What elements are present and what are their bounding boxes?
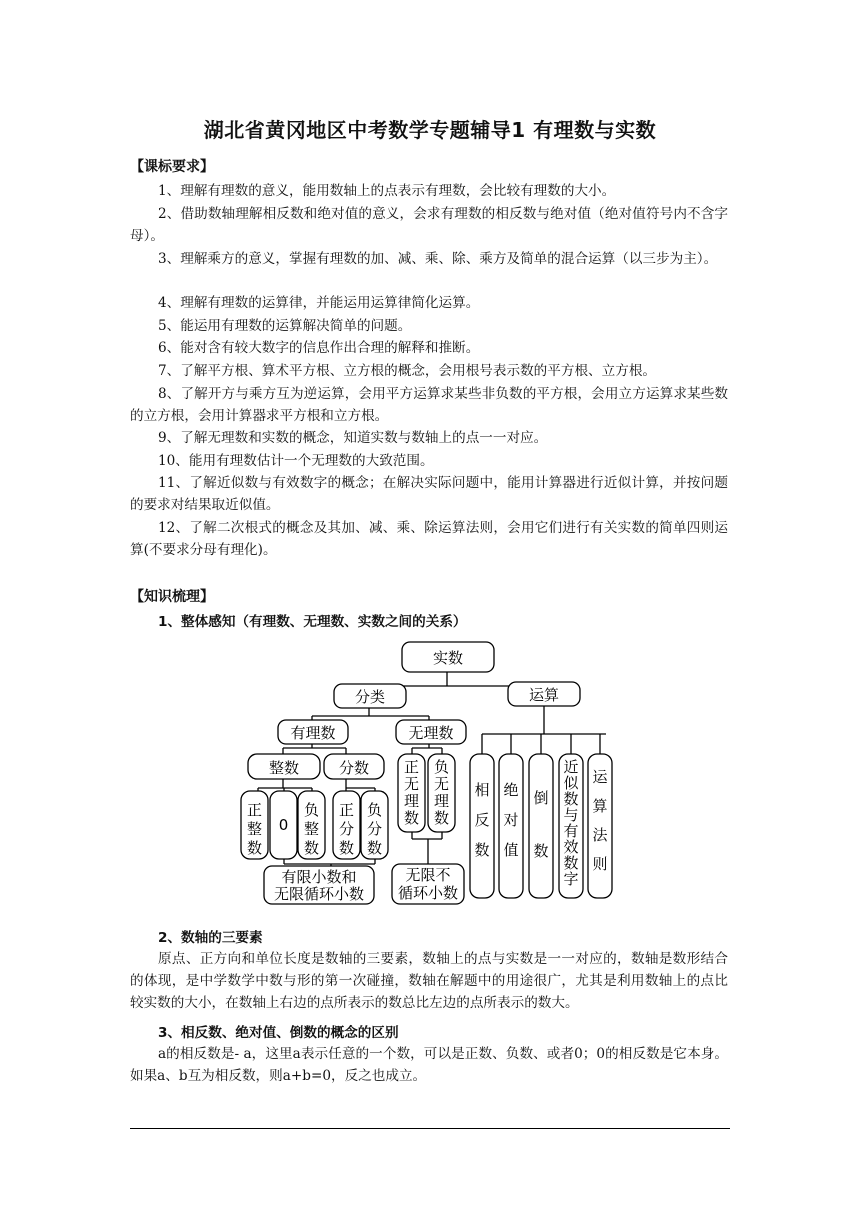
node-positive-irrational-label-2: 无 xyxy=(403,775,420,793)
node-infinite-decimal-label: 无限不 xyxy=(405,866,451,884)
node-approximate-number-label-2: 似 xyxy=(563,774,579,792)
node-operation-rules-label-3: 法 xyxy=(592,826,608,844)
subheading-number-line: 2、数轴的三要素 xyxy=(158,930,263,946)
node-reciprocal-label: 倒 xyxy=(533,789,549,807)
node-negative-irrational-label-4: 数 xyxy=(433,809,450,827)
node-opposite-label-3: 数 xyxy=(474,841,490,859)
node-approximate-number-label-5: 有 xyxy=(563,822,579,840)
requirement-item-2: 2、借助数轴理解相反数和绝对值的意义，会求有理数的相反数与绝对值（绝对值符号内不含字母）。 xyxy=(130,206,728,244)
node-approximate-number-label-7: 数 xyxy=(563,854,579,872)
node-finite-decimal-label-2: 无限循环小数 xyxy=(273,885,365,903)
node-negative-irrational-label-2: 无 xyxy=(433,775,450,793)
node-negative-irrational-label-3: 理 xyxy=(433,792,450,810)
requirement-item-3: 3、理解乘方的意义，掌握有理数的加、减、乘、除、乘方及简单的混合运算（以三步为主）。 xyxy=(158,251,718,267)
node-positive-integer-label-3: 数 xyxy=(246,839,263,857)
requirement-item-11: 11、了解近似数与有效数字的概念；在解决实际问题中，能用计算器进行近似计算，并按问题的要求对结果取近似值。 xyxy=(130,475,728,513)
node-approximate-number-label-8: 字 xyxy=(563,870,579,888)
node-positive-irrational-label: 正 xyxy=(403,758,420,776)
node-positive-fraction-label-3: 数 xyxy=(338,839,355,857)
node-approximate-number-label: 近 xyxy=(563,758,579,776)
requirement-item-5: 5、能运用有理数的运算解决简单的问题。 xyxy=(158,318,412,334)
paragraph-opposite-number: a的相反数是- a，这里a表示任意的一个数，可以是正数、负数、或者0；0的相反数是它本身。如果a、b互为相反数，则a+b=0，反之也成立。 xyxy=(130,1046,728,1084)
node-rational-label: 有理数 xyxy=(290,724,336,742)
node-real-number-label: 实数 xyxy=(432,649,464,667)
footer-divider xyxy=(130,1128,730,1129)
node-zero-label: 0 xyxy=(278,816,289,834)
node-finite-decimal-label: 有限小数和 xyxy=(281,868,357,886)
node-operation-rules-label-2: 算 xyxy=(592,797,608,815)
node-irrational-label: 无理数 xyxy=(408,724,454,742)
number-classification-diagram xyxy=(236,636,616,910)
node-integer-label: 整数 xyxy=(268,759,300,777)
node-positive-irrational-label-4: 数 xyxy=(403,809,420,827)
node-reciprocal xyxy=(529,754,553,898)
node-infinite-decimal-label-2: 循环小数 xyxy=(397,884,459,902)
node-absolute-value-label: 绝 xyxy=(503,781,519,799)
node-positive-fraction-label: 正 xyxy=(338,801,355,819)
node-negative-integer-label: 负 xyxy=(303,801,320,819)
node-negative-integer-label-2: 整 xyxy=(303,820,320,838)
requirement-item-10: 10、能用有理数估计一个无理数的大致范围。 xyxy=(158,453,434,469)
node-fraction-label: 分数 xyxy=(338,759,370,777)
node-opposite-label: 相 xyxy=(474,781,490,799)
subheading-overview: 1、整体感知（有理数、无理数、实数之间的关系） xyxy=(158,614,467,630)
requirement-item-7: 7、了解平方根、算术平方根、立方根的概念，会用根号表示数的平方根、立方根。 xyxy=(158,363,657,379)
section-heading-requirements: 【课标要求】 xyxy=(130,159,214,175)
node-positive-fraction-label-2: 分 xyxy=(338,820,355,838)
subheading-concepts: 3、相反数、绝对值、倒数的概念的区别 xyxy=(158,1025,399,1041)
requirement-item-1: 1、理解有理数的意义，能用数轴上的点表示有理数，会比较有理数的大小。 xyxy=(158,183,616,199)
section-heading-knowledge: 【知识梳理】 xyxy=(130,589,214,605)
node-positive-irrational-label-3: 理 xyxy=(403,792,420,810)
requirement-item-4: 4、理解有理数的运算律，并能运用运算律简化运算。 xyxy=(158,295,480,311)
node-negative-fraction-label: 负 xyxy=(366,801,383,819)
node-classify-label: 分类 xyxy=(354,688,386,706)
node-positive-integer-label: 正 xyxy=(246,801,263,819)
node-reciprocal-label-2: 数 xyxy=(533,842,549,860)
page-title: 湖北省黄冈地区中考数学专题辅导1 有理数与实数 xyxy=(203,118,657,142)
node-negative-irrational-label: 负 xyxy=(433,758,450,776)
requirement-item-6: 6、能对含有较大数字的信息作出合理的解释和推断。 xyxy=(158,340,480,356)
node-absolute-value-label-2: 对 xyxy=(503,811,519,829)
requirement-item-12: 12、了解二次根式的概念及其加、减、乘、除运算法则，会用它们进行有关实数的简单四则运算(不要求分母有理化)。 xyxy=(130,520,728,558)
node-absolute-value-label-3: 值 xyxy=(503,841,519,859)
node-positive-integer-label-2: 整 xyxy=(246,820,263,838)
node-opposite-label-2: 反 xyxy=(474,811,490,829)
node-operations-label: 运算 xyxy=(528,686,560,704)
node-approximate-number-label-4: 与 xyxy=(563,806,579,824)
node-approximate-number-label-3: 数 xyxy=(563,790,579,808)
node-negative-fraction-label-3: 数 xyxy=(366,839,383,857)
paragraph-number-line: 原点、正方向和单位长度是数轴的三要素，数轴上的点与实数是一一对应的，数轴是数形结合的体现，是中学数学中数与形的第一次碰撞，数轴在解题中的用途很广，尤其是利用数轴上的点比较实数的大小，在数轴上右边的点所表示的数总比左边的点所表示的数大。 xyxy=(130,951,728,1011)
node-operation-rules-label: 运 xyxy=(592,768,608,786)
requirement-item-9: 9、了解无理数和实数的概念，知道实数与数轴上的点一一对应。 xyxy=(158,430,548,446)
requirement-item-8: 8、了解开方与乘方互为逆运算，会用平方运算求某些非负数的平方根，会用立方运算求某些数的立方根，会用计算器求平方根和立方根。 xyxy=(130,386,728,424)
node-negative-fraction-label-2: 分 xyxy=(366,820,383,838)
node-negative-integer-label-3: 数 xyxy=(303,839,320,857)
node-operation-rules-label-4: 则 xyxy=(592,855,608,873)
node-approximate-number-label-6: 效 xyxy=(563,838,579,856)
